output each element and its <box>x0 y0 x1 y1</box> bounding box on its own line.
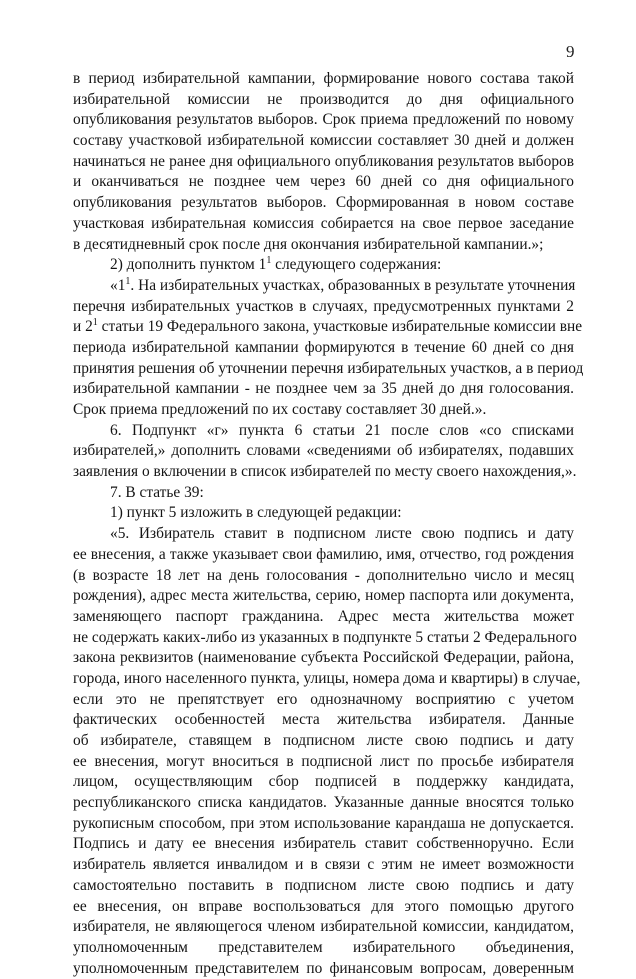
text-line: не содержать каких-либо из указанных в подпункте 5 статьи 2 Федерального <box>73 628 577 646</box>
text-line: (в возрасте 18 лет на день голосования - дополнительно число и месяц <box>73 566 574 584</box>
text-line: и оканчиваться не позднее чем через 60 дней со дня официального <box>73 173 574 191</box>
text-line: заявления о включении в список избирателей по месту своего нахождения,». <box>73 463 577 481</box>
text-line: избирателей,» дополнить словами «сведениями об избирателях, подавших <box>73 442 574 460</box>
text-line: участковая избирательная комиссия собирается на свое первое заседание <box>73 214 574 232</box>
text-line: если это не препятствует его однозначному восприятию с учетом <box>73 690 574 708</box>
text-line: опубликования результатов выборов. Срок приема предложений по новому <box>73 111 574 129</box>
superscript: 1 <box>125 275 131 287</box>
text-line: ее внесения, могут вноситься в подписной лист по просьбе избирателя <box>73 752 574 770</box>
text-line <box>73 317 583 338</box>
text-line: фактических особенностей места жительства избирателя. Данные <box>73 711 574 729</box>
text-run: статьи 19 Федерального закона, участковые избирательные комиссии вне <box>97 318 583 336</box>
text-line: «5. Избиратель ставит в подписном листе свою подпись и дату <box>110 525 574 543</box>
text-line: перечня избирательных участков в случаях, предусмотренных пунктами 2 <box>73 297 574 315</box>
text-line: 6. Подпункт «г» пункта 6 статьи 21 после слов «со списками <box>110 421 574 439</box>
text-line: самостоятельно поставить в подписном листе свою подпись и дату <box>73 876 574 894</box>
text-line: Подпись и дату ее внесения избиратель ставит собственноручно. Если <box>73 835 574 853</box>
text-line: периода избирательной кампании формируются в течение 60 дней со дня <box>73 338 574 356</box>
text-line: в десятидневный срок после дня окончания избирательной кампании.»; <box>73 235 544 253</box>
text-line: принятия решения об уточнении перечня избирательных участков, а в период <box>73 359 584 377</box>
text-line: ее внесения, он вправе воспользоваться для этого помощью другого <box>73 897 574 915</box>
text-line: избирательной комиссии не производится до дня официального <box>73 90 574 108</box>
superscript: 1 <box>92 317 98 329</box>
text-line: уполномоченным представителем избирательного объединения, <box>73 938 574 956</box>
text-line: заменяющего паспорт гражданина. Адрес места жительства может <box>73 607 574 625</box>
page-number: 9 <box>566 42 575 61</box>
text-line: города, иного населенного пункта, улицы, номера дома и квартиры) в случае, <box>73 669 581 687</box>
text-line: избирательной кампании - не позднее чем за 35 дней до дня голосования. <box>73 380 574 398</box>
text-line: в период избирательной кампании, формирование нового состава такой <box>73 70 574 87</box>
text-line <box>73 255 574 276</box>
text-run: 2) дополнить пунктом 1 <box>110 256 267 274</box>
text-run: и 2 <box>73 318 93 336</box>
superscript: 1 <box>266 255 272 267</box>
text-line: республиканского списка кандидатов. Указанные данные вносятся только <box>73 794 574 812</box>
text-line: избирателя, не являющегося членом избирательной комиссии, кандидатом, <box>73 918 574 936</box>
text-line: составу участковой избирательной комиссии составляет 30 дней и должен <box>73 132 574 150</box>
text-line: рождения), адрес места жительства, серию, номер паспорта или документа, <box>73 587 574 605</box>
text-line: Срок приема предложений по их составу составляет 30 дней.». <box>73 401 487 418</box>
text-line: опубликования результатов выборов. Сформированная в новом составе <box>73 194 574 212</box>
text-line: закона реквизитов (наименование субъекта Российской Федерации, района, <box>73 649 574 667</box>
text-line <box>73 276 574 297</box>
text-line: уполномоченным представителем по финансовым вопросам, доверенным <box>73 959 574 977</box>
document-body <box>73 69 584 979</box>
text-run: . На избирательных участках, образованных в результате уточнения <box>130 276 576 294</box>
text-run: следующего содержания: <box>271 256 442 274</box>
text-line: об избирателе, ставящем в подписном листе свою подпись и дату <box>73 732 574 749</box>
text-line: начинаться не ранее дня официального опубликования результатов выборов <box>73 152 574 170</box>
text-line: лицом, осуществляющим сбор подписей в поддержку кандидата, <box>73 773 574 791</box>
text-line: избиратель является инвалидом и в связи с этим не имеет возможности <box>73 856 574 874</box>
text-line: рукописным способом, при этом использование карандаша не допускается. <box>73 814 574 832</box>
text-line: 7. В статье 39: <box>110 483 204 501</box>
text-line: ее внесения, а также указывает свои фамилию, имя, отчество, год рождения <box>73 545 574 563</box>
text-line: 1) пункт 5 изложить в следующей редакции: <box>110 504 402 522</box>
text-run: «1 <box>110 276 126 294</box>
